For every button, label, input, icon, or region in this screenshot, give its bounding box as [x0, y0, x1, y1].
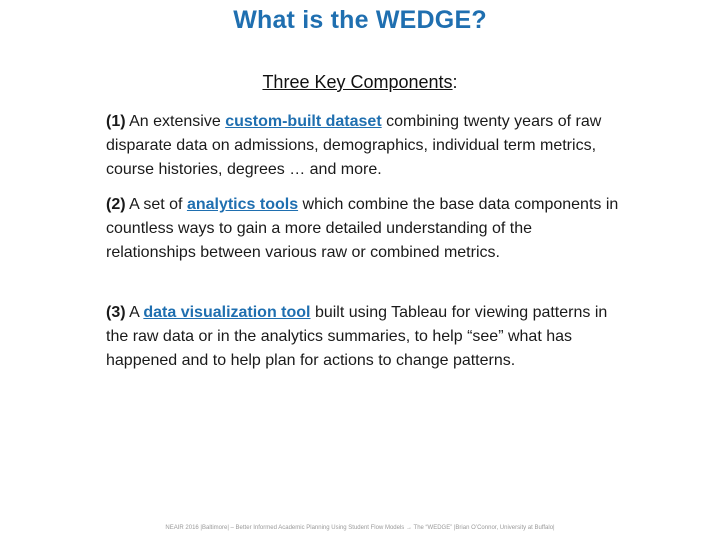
component-text-before: An extensive: [125, 113, 226, 130]
component-text-after: which combine the base data components in countless ways to gain a more detailed understanding of the relationships between various raw or combined metrics.: [106, 196, 619, 261]
component-number: (3): [106, 304, 126, 321]
component-visualization: [106, 301, 626, 373]
subtitle-colon: :: [452, 72, 458, 92]
component-text-before: A set of: [125, 196, 187, 213]
component-highlight-link[interactable]: data visualization tool: [143, 304, 311, 321]
component-highlight-link[interactable]: analytics tools: [186, 196, 299, 213]
component-text-before: A: [125, 304, 144, 321]
slide-title: What is the WEDGE?: [233, 6, 487, 34]
slide-footer: NEAIR 2016 |Baltimore| – Better Informed Academic Planning Using Student Flow Models → The “WEDGE” |Brian O’Connor, University at Buffalo|: [165, 525, 555, 531]
component-number: (1): [106, 113, 126, 130]
component-analytics: [106, 193, 626, 265]
component-dataset: [106, 110, 626, 182]
component-number: (2): [106, 196, 126, 213]
subtitle: [0, 72, 720, 93]
component-text-after: combining twenty years of raw disparate data on admissions, demographics, individual term metrics, course histories, degrees … and more.: [106, 113, 602, 178]
component-text-after: built using Tableau for viewing patterns in the raw data or in the analytics summaries, to help “see” what has happened and to help plan for actions to change patterns.: [106, 304, 608, 369]
component-highlight-link[interactable]: custom-built dataset: [225, 113, 382, 130]
subtitle-label: Three Key Components: [262, 72, 453, 92]
